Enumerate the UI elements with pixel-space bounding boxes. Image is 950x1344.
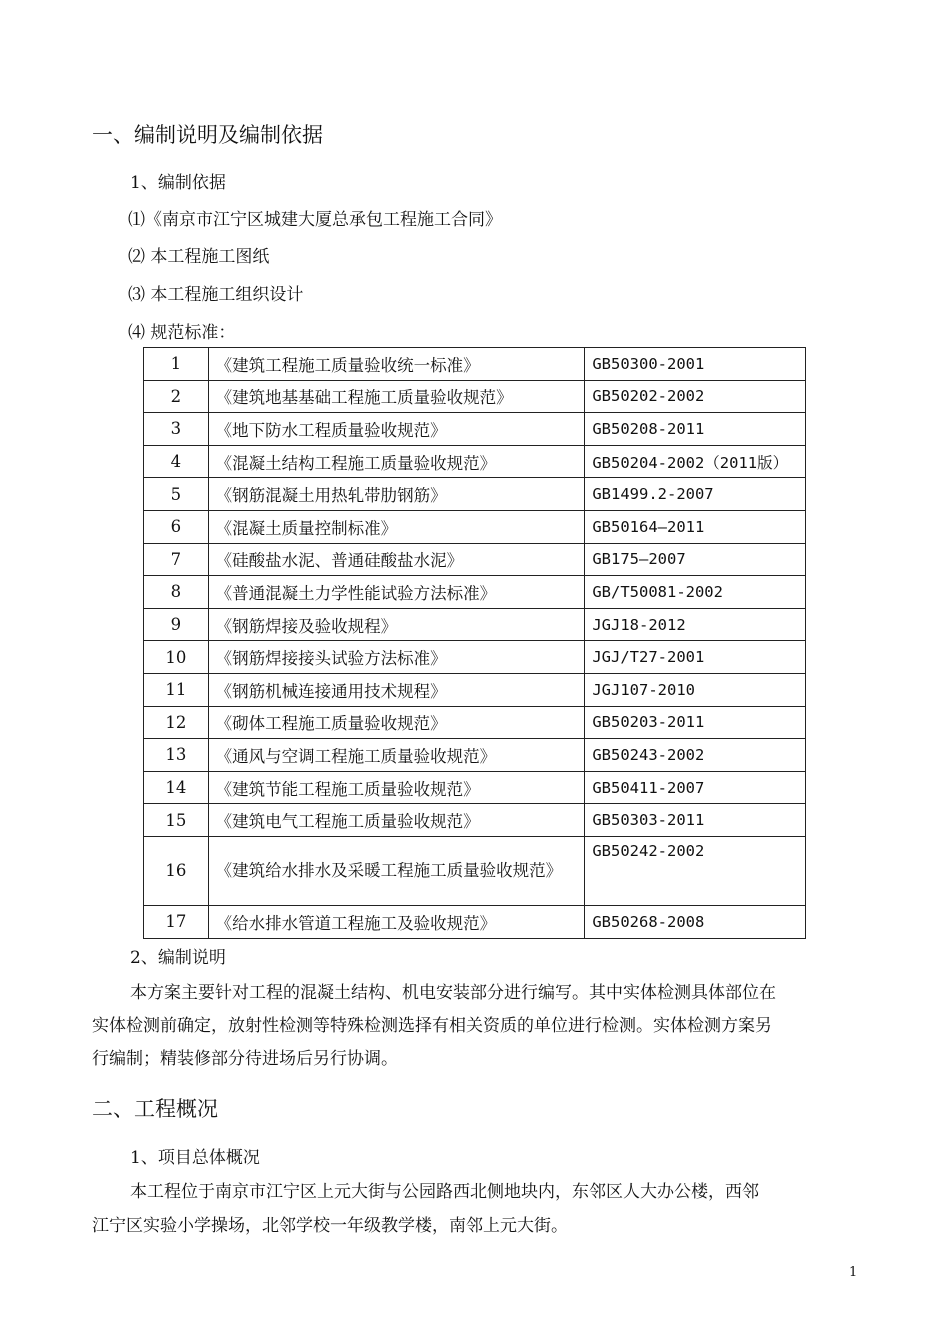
standard-number: 1	[144, 348, 209, 381]
standard-number: 9	[144, 608, 209, 641]
standard-number: 10	[144, 641, 209, 674]
standard-code: GB50203-2011	[585, 706, 806, 739]
standard-code: GB175—2007	[585, 543, 806, 576]
section1-heading: 一、编制说明及编制依据	[92, 123, 323, 147]
table-row	[144, 608, 806, 641]
standard-code: GB1499.2-2007	[585, 478, 806, 511]
standard-name: 《建筑给水排水及采暖工程施工质量验收规范》	[208, 836, 585, 905]
description-line-3: 行编制；精装修部分待进场后另行协调。	[92, 1049, 398, 1069]
description-line-1: 本方案主要针对工程的混凝土结构、机电安装部分进行编写。其中实体检测具体部位在	[130, 983, 776, 1003]
page-number: 1	[849, 1265, 858, 1280]
standard-name: 《通风与空调工程施工质量验收规范》	[208, 739, 585, 772]
table-row	[144, 836, 806, 905]
standard-number: 7	[144, 543, 209, 576]
table-row	[144, 543, 806, 576]
table-row	[144, 771, 806, 804]
standard-name: 《硅酸盐水泥、普通硅酸盐水泥》	[208, 543, 585, 576]
standard-code: GB50243-2002	[585, 739, 806, 772]
standard-name: 《建筑地基基础工程施工质量验收规范》	[208, 380, 585, 413]
standard-code: JGJ107-2010	[585, 673, 806, 706]
standard-name: 《钢筋焊接及验收规程》	[208, 608, 585, 641]
standard-number: 12	[144, 706, 209, 739]
table-row	[144, 804, 806, 837]
description-line-2: 实体检测前确定，放射性检测等特殊检测选择有相关资质的单位进行检测。实体检测方案另	[92, 1016, 772, 1036]
standard-name: 《建筑电气工程施工质量验收规范》	[208, 804, 585, 837]
standard-code: GB50164—2011	[585, 510, 806, 543]
standard-number: 15	[144, 804, 209, 837]
basis-item-3: ⑶ 本工程施工组织设计	[128, 285, 304, 305]
standard-name: 《建筑工程施工质量验收统一标准》	[208, 348, 585, 381]
standard-number: 14	[144, 771, 209, 804]
subheading-description: 2、编制说明	[130, 948, 226, 968]
standard-name: 《钢筋机械连接通用技术规程》	[208, 673, 585, 706]
standard-code: GB50411-2007	[585, 771, 806, 804]
table-row	[144, 673, 806, 706]
standard-name: 《地下防水工程质量验收规范》	[208, 413, 585, 446]
basis-item-2: ⑵ 本工程施工图纸	[128, 247, 270, 267]
table-row	[144, 739, 806, 772]
standard-number: 4	[144, 445, 209, 478]
standard-name: 《建筑节能工程施工质量验收规范》	[208, 771, 585, 804]
standard-number: 8	[144, 576, 209, 609]
standard-name: 《混凝土质量控制标准》	[208, 510, 585, 543]
standard-code: GB50242-2002	[585, 836, 806, 905]
standard-name: 《砌体工程施工质量验收规范》	[208, 706, 585, 739]
overview-line-1: 本工程位于南京市江宁区上元大街与公园路西北侧地块内，东邻区人大办公楼，西邻	[130, 1182, 759, 1202]
basis-item-4: ⑷ 规范标准：	[128, 323, 236, 343]
standard-name: 《钢筋焊接接头试验方法标准》	[208, 641, 585, 674]
standard-name: 《给水排水管道工程施工及验收规范》	[208, 905, 585, 938]
standard-number: 2	[144, 380, 209, 413]
table-row	[144, 576, 806, 609]
standard-code: GB50300-2001	[585, 348, 806, 381]
table-row	[144, 706, 806, 739]
standard-number: 13	[144, 739, 209, 772]
standard-number: 17	[144, 905, 209, 938]
subheading-overview: 1、项目总体概况	[130, 1148, 260, 1168]
table-row	[144, 478, 806, 511]
standard-code: JGJ18-2012	[585, 608, 806, 641]
standard-code: GB50303-2011	[585, 804, 806, 837]
section2-heading: 二、工程概况	[92, 1097, 218, 1121]
standard-number: 5	[144, 478, 209, 511]
standard-number: 6	[144, 510, 209, 543]
standard-code: GB50202-2002	[585, 380, 806, 413]
table-row	[144, 348, 806, 381]
basis-item-1: ⑴《南京市江宁区城建大厦总承包工程施工合同》	[128, 210, 502, 230]
standard-name: 《普通混凝土力学性能试验方法标准》	[208, 576, 585, 609]
standards-table	[143, 347, 806, 939]
standard-number: 3	[144, 413, 209, 446]
standard-code: GB50204-2002（2011版）	[585, 445, 806, 478]
standard-code: GB50208-2011	[585, 413, 806, 446]
standard-number: 11	[144, 673, 209, 706]
table-row	[144, 413, 806, 446]
standard-code: GB/T50081-2002	[585, 576, 806, 609]
standard-code: GB50268-2008	[585, 905, 806, 938]
standard-name: 《钢筋混凝土用热轧带肋钢筋》	[208, 478, 585, 511]
table-row	[144, 905, 806, 938]
standard-code: JGJ/T27-2001	[585, 641, 806, 674]
standard-name: 《混凝土结构工程施工质量验收规范》	[208, 445, 585, 478]
standard-number: 16	[144, 836, 209, 905]
table-row	[144, 445, 806, 478]
table-row	[144, 641, 806, 674]
table-row	[144, 510, 806, 543]
overview-line-2: 江宁区实验小学操场，北邻学校一年级教学楼，南邻上元大街。	[92, 1216, 568, 1236]
table-row	[144, 380, 806, 413]
subheading-basis: 1、编制依据	[130, 173, 226, 193]
